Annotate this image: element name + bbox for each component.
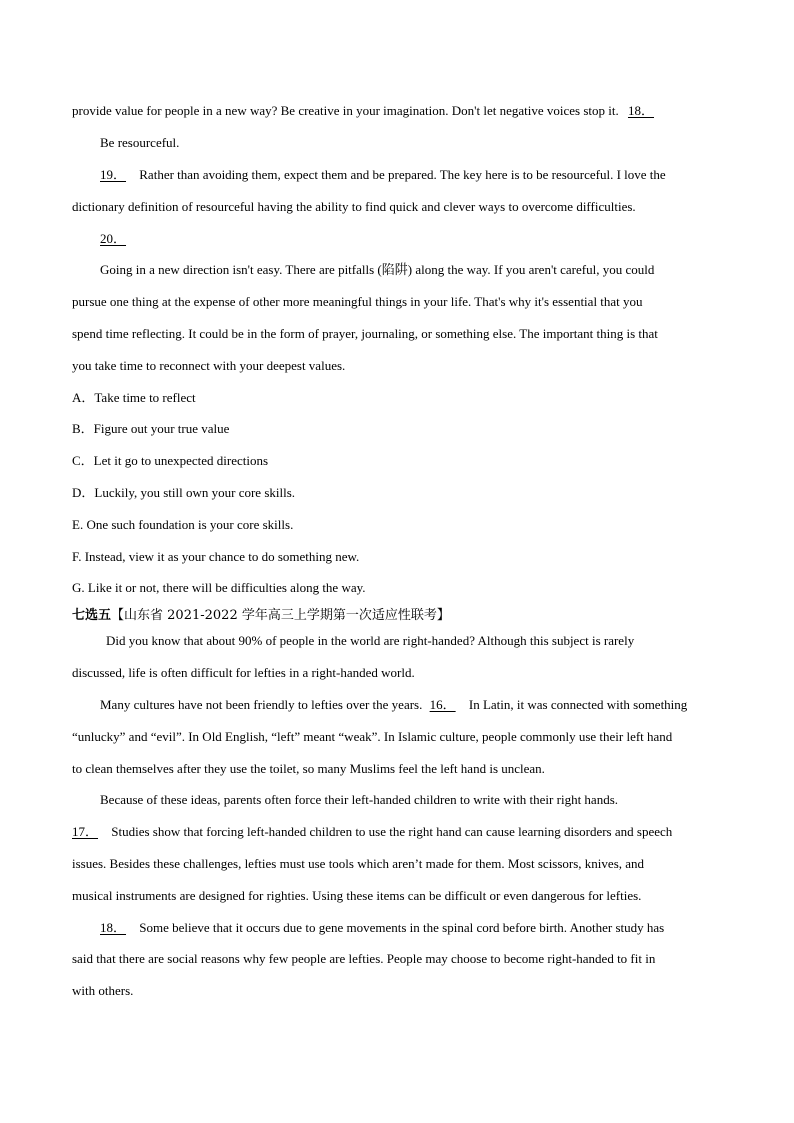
option-c: C．Let it go to unexpected directions [72, 453, 269, 468]
section-title: 七选五 [72, 608, 112, 623]
passage-line [72, 824, 672, 840]
passage-line: discussed, life is often difficult for lefties in a right-handed world. [72, 665, 415, 680]
passage-line: you take time to reconnect with your deepest values. [72, 358, 346, 373]
passage-line: dictionary definition of resourceful having the ability to find quick and clever ways to overcome difficulties. [72, 199, 636, 214]
passage-line [72, 103, 664, 119]
passage-line: pursue one thing at the expense of other more meaningful things in your life. That's why it's essential that you [72, 294, 643, 309]
section-source: 【山东省 2021-2022 学年高三上学期第一次适应性联考】 [111, 608, 450, 623]
blank-17[interactable]: 17． [72, 824, 99, 839]
passage-line: musical instruments are designed for righties. Using these items can be difficult or even dangerous for lefties. [72, 888, 642, 903]
passage-text: Rather than avoiding them, expect them and be prepared. The key here is to be resourceful. I love the [139, 167, 666, 182]
passage-line [100, 920, 664, 936]
option-g: G. Like it or not, there will be difficulties along the way. [72, 580, 366, 595]
blank-19[interactable]: 19． [100, 167, 127, 182]
blank-16[interactable]: 16． [429, 697, 456, 712]
passage-line: Did you know that about 90% of people in the world are right-handed? Although this subject is rarely [106, 633, 635, 648]
option-e: E. One such foundation is your core skills. [72, 517, 294, 532]
passage-text: Studies show that forcing left-handed children to use the right hand can cause learning disorders and speech [111, 824, 673, 839]
blank-20[interactable]: 20． [100, 231, 127, 246]
passage-text: provide value for people in a new way? Be creative in your imagination. Don't let negative voices stop it. [72, 103, 619, 118]
passage-text: Many cultures have not been friendly to lefties over the years. [100, 697, 423, 712]
passage-text: Some believe that it occurs due to gene movements in the spinal cord before birth. Another study has [139, 920, 665, 935]
passage-line: Be resourceful. [100, 135, 180, 150]
blank-18[interactable]: 18． [627, 103, 654, 118]
option-b: B．Figure out your true value [72, 421, 230, 436]
passage-line: Because of these ideas, parents often force their left-handed children to write with their right hands. [100, 792, 619, 807]
passage-text: In Latin, it was connected with something [468, 697, 688, 712]
passage-line [100, 167, 666, 183]
option-f: F. Instead, view it as your chance to do something new. [72, 549, 360, 564]
passage-line: said that there are social reasons why few people are lefties. People may choose to become right-handed to fit in [72, 951, 656, 966]
option-d: D．Luckily, you still own your core skills. [72, 485, 296, 500]
passage-line: “unlucky” and “evil”. In Old English, “left” meant “weak”. In Islamic culture, people commonly use their left hand [72, 729, 673, 744]
passage-line: to clean themselves after they use the toilet, so many Muslims feel the left hand is unclean. [72, 761, 545, 776]
blank-18-second[interactable]: 18． [100, 920, 127, 935]
passage-line [100, 231, 136, 247]
passage-line: with others. [72, 983, 134, 998]
passage-line [100, 697, 687, 713]
passage-line: Going in a new direction isn't easy. There are pitfalls (陷阱) along the way. If you aren't careful, you could [100, 262, 655, 277]
option-a: A．Take time to reflect [72, 390, 196, 405]
passage-line: spend time reflecting. It could be in the form of prayer, journaling, or something else. The important thing is that [72, 326, 658, 341]
section-heading [72, 607, 450, 624]
passage-line: issues. Besides these challenges, lefties must use tools which aren’t made for them. Most scissors, knives, and [72, 856, 645, 871]
